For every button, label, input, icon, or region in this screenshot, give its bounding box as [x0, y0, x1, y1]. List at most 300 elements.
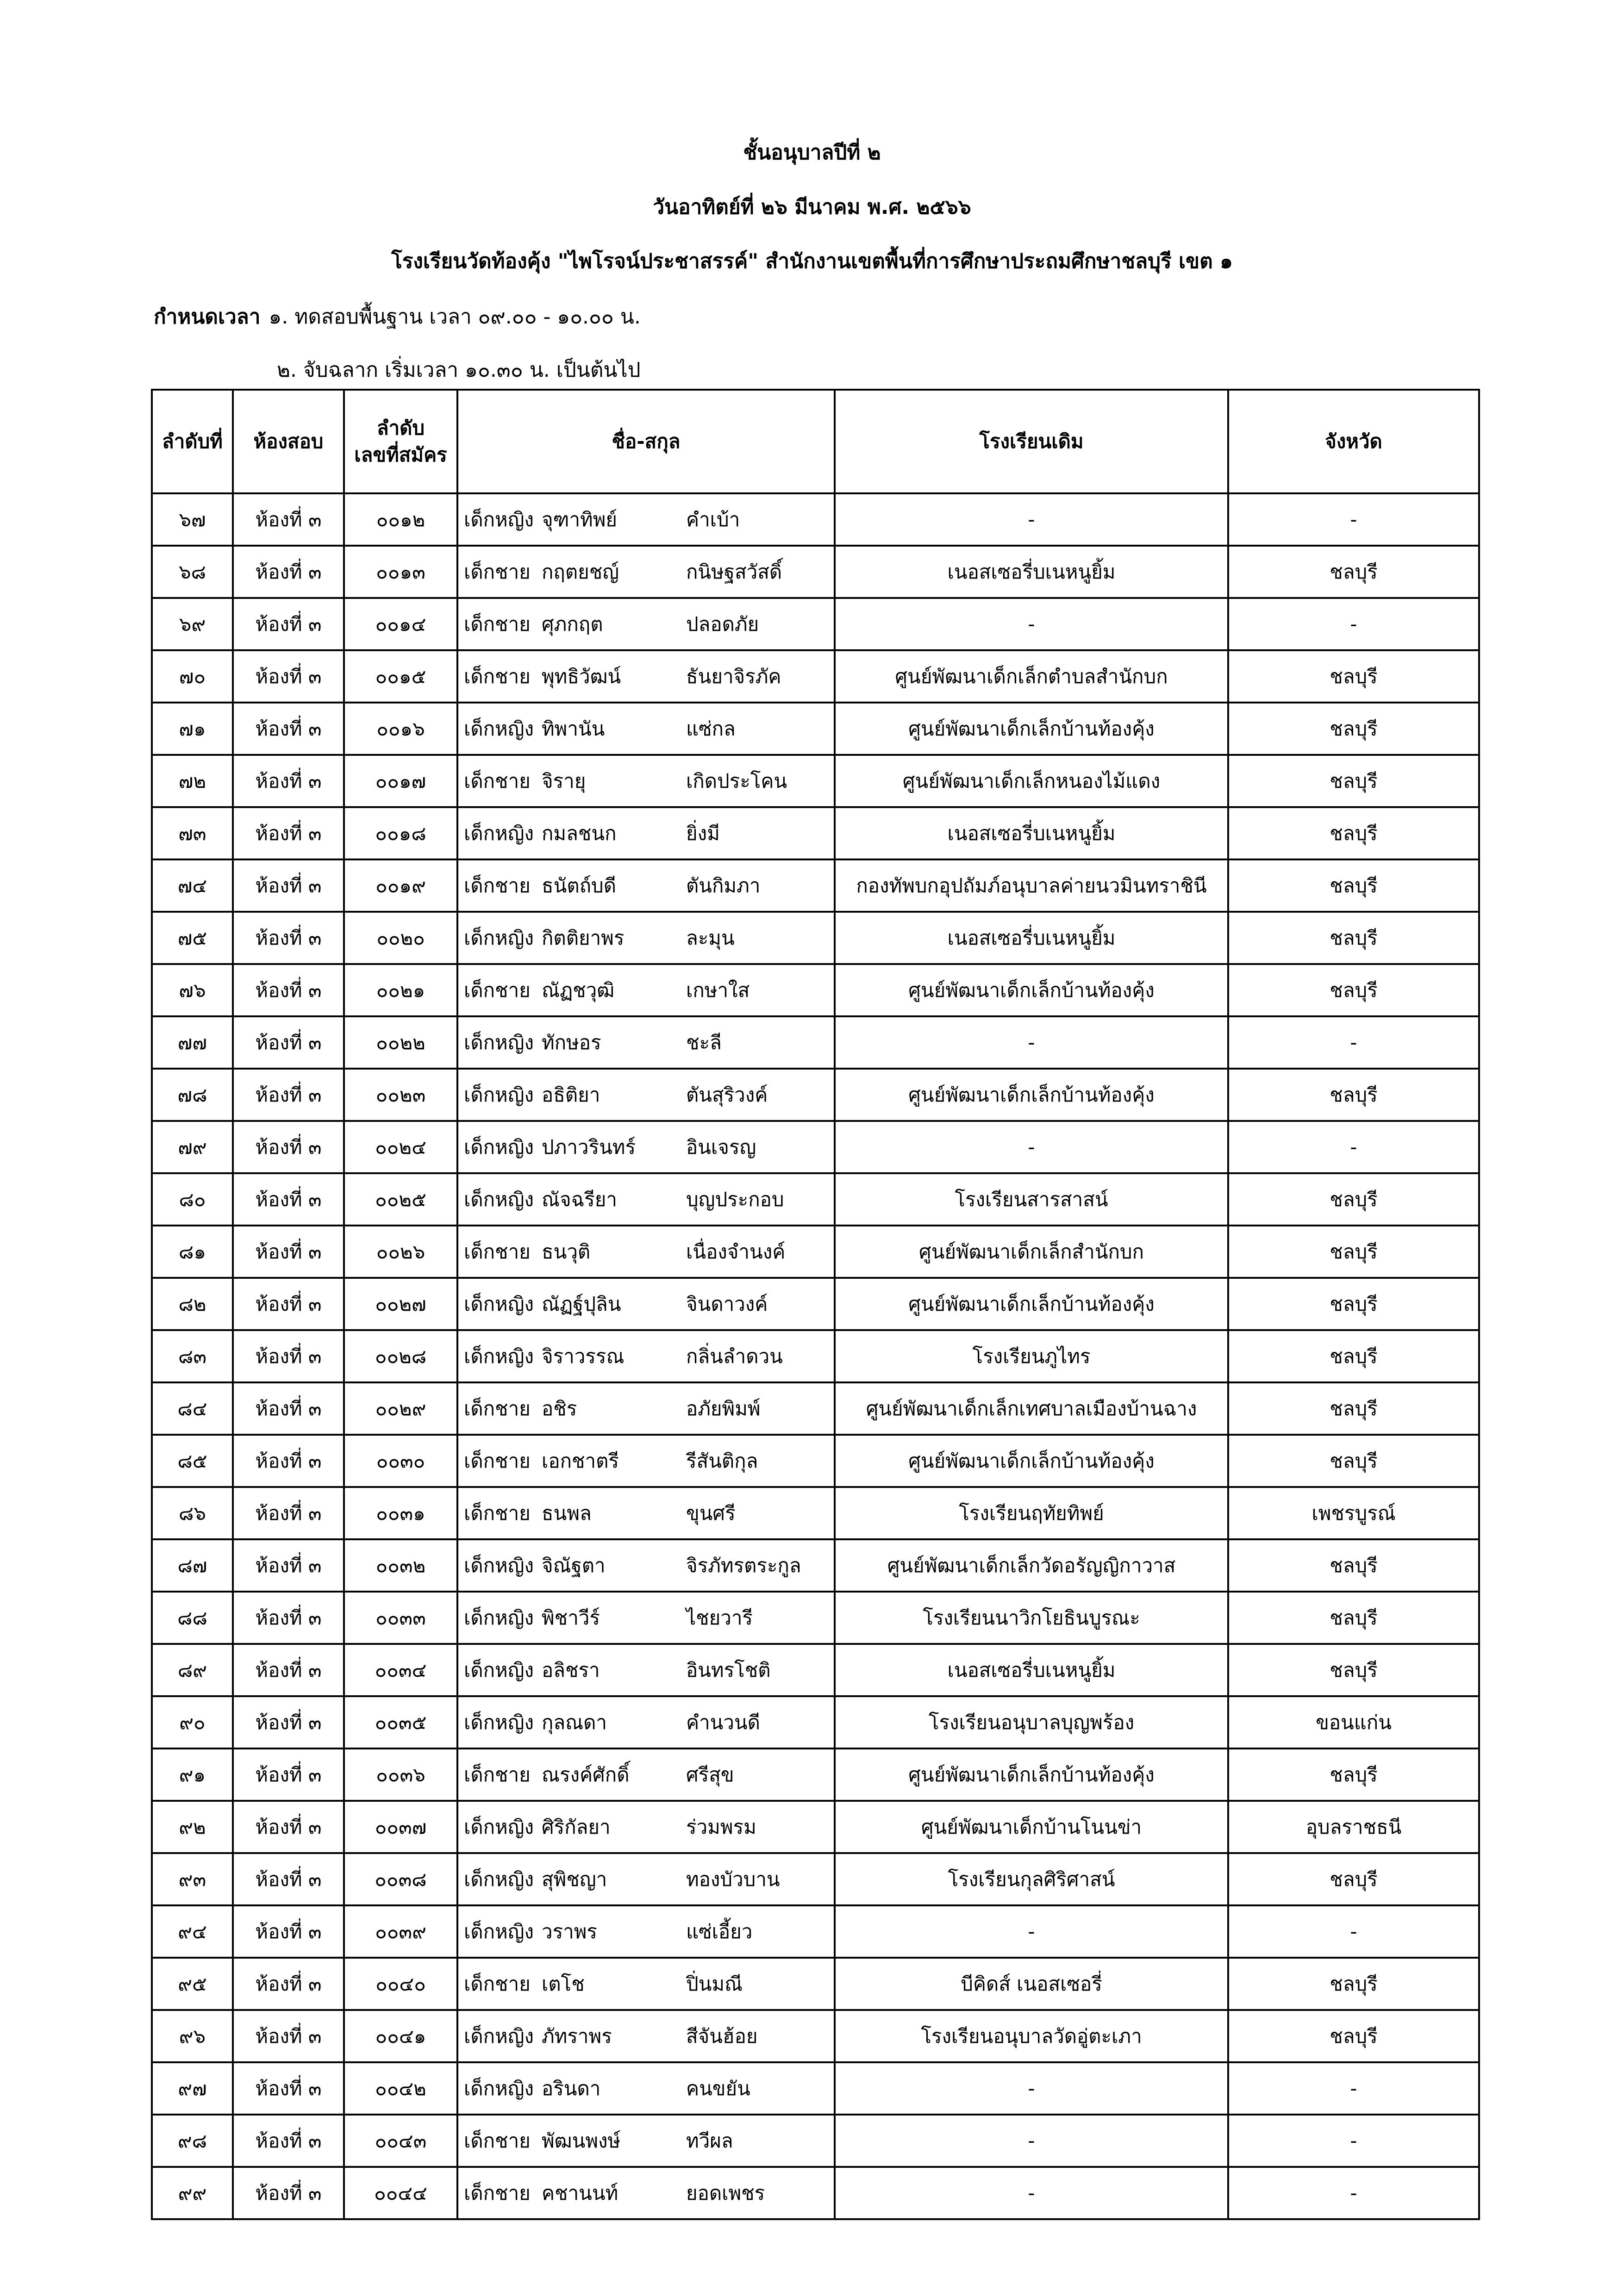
row-room: ห้องที่ ๓: [233, 1382, 344, 1435]
name-prefix: เด็กหญิง: [464, 1083, 534, 1106]
name-prefix: เด็กชาย: [464, 612, 531, 635]
row-application-no: ๐๐๑๕: [344, 650, 457, 703]
row-full-name: [457, 1592, 835, 1644]
row-previous-school: ศูนย์พัฒนาเด็กเล็กบ้านท้องคุ้ง: [835, 964, 1228, 1016]
row-province: ชลบุรี: [1228, 1592, 1479, 1644]
row-application-no: ๐๐๒๒: [344, 1016, 457, 1069]
row-full-name: [457, 1905, 835, 1958]
row-application-no: ๐๐๓๙: [344, 1905, 457, 1958]
first-name: ณัฏชวุฒิ: [542, 978, 615, 1002]
row-province: ชลบุรี: [1228, 546, 1479, 598]
row-number: ๙๒: [152, 1801, 233, 1853]
header-application-line2: เลขที่สมัคร: [354, 443, 447, 466]
row-application-no: ๐๐๓๓: [344, 1592, 457, 1644]
row-previous-school: -: [835, 2167, 1228, 2219]
row-province: ชลบุรี: [1228, 1748, 1479, 1801]
first-name: อชิร: [542, 1397, 577, 1420]
row-application-no: ๐๐๓๑: [344, 1487, 457, 1539]
row-room: ห้องที่ ๓: [233, 1487, 344, 1539]
table-row: [152, 1173, 1479, 1226]
last-name: อภัยพิมพ์: [686, 1397, 761, 1420]
name-prefix: เด็กชาย: [464, 665, 531, 688]
row-province: ชลบุรี: [1228, 964, 1479, 1016]
row-number: ๗๒: [152, 755, 233, 807]
name-prefix: เด็กชาย: [464, 1449, 531, 1472]
row-application-no: ๐๐๒๗: [344, 1278, 457, 1330]
row-province: ชลบุรี: [1228, 1958, 1479, 2010]
name-prefix: เด็กหญิง: [464, 1815, 534, 1838]
row-number: ๗๑: [152, 703, 233, 755]
table-row: [152, 1696, 1479, 1748]
table-row: [152, 964, 1479, 1016]
table-row: [152, 2062, 1479, 2115]
row-full-name: [457, 1173, 835, 1226]
last-name: สีจันฮ้อย: [686, 2024, 758, 2047]
last-name: เกิดประโคน: [686, 769, 787, 792]
row-full-name: [457, 598, 835, 650]
row-room: ห้องที่ ๓: [233, 650, 344, 703]
table-row: [152, 2010, 1479, 2062]
row-room: ห้องที่ ๓: [233, 493, 344, 546]
row-number: ๗๘: [152, 1069, 233, 1121]
row-previous-school: โรงเรียนอนุบาลวัดอู่ตะเภา: [835, 2010, 1228, 2062]
school-title: โรงเรียนวัดท้องคุ้ง "ไพโรจน์ประชาสรรค์" สำนักงานเขตพื้นที่การศึกษาประถมศึกษาชลบุรี เขต ๑: [391, 249, 1233, 273]
row-number: ๙๙: [152, 2167, 233, 2219]
row-previous-school: -: [835, 1905, 1228, 1958]
row-province: ชลบุรี: [1228, 650, 1479, 703]
row-province: ชลบุรี: [1228, 1173, 1479, 1226]
row-province: -: [1228, 2062, 1479, 2115]
first-name: กิตติยาพร: [542, 926, 625, 949]
row-previous-school: -: [835, 1121, 1228, 1173]
row-previous-school: เนอสเซอรี่บเนหนูยิ้ม: [835, 546, 1228, 598]
table-row: [152, 1121, 1479, 1173]
row-previous-school: โรงเรียนกุลศิริศาสน์: [835, 1853, 1228, 1905]
last-name: อินเจรญ: [686, 1135, 756, 1158]
row-room: ห้องที่ ๓: [233, 546, 344, 598]
name-prefix: เด็กหญิง: [464, 1711, 534, 1734]
row-full-name: [457, 912, 835, 964]
row-previous-school: กองทัพบกอุปถัมภ์อนุบาลค่ายนวมินทราชินี: [835, 859, 1228, 912]
row-application-no: ๐๐๔๓: [344, 2115, 457, 2167]
row-previous-school: ศูนย์พัฒนาเด็กบ้านโนนข่า: [835, 1801, 1228, 1853]
name-prefix: เด็กชาย: [464, 769, 531, 792]
row-application-no: ๐๐๒๖: [344, 1226, 457, 1278]
row-application-no: ๐๐๒๓: [344, 1069, 457, 1121]
last-name: ชะลี: [686, 1031, 722, 1054]
table-row: [152, 1539, 1479, 1592]
row-full-name: [457, 807, 835, 859]
row-number: ๙๘: [152, 2115, 233, 2167]
name-prefix: เด็กหญิง: [464, 1188, 534, 1211]
last-name: เกษาใส: [686, 978, 750, 1002]
last-name: ศรีสุข: [686, 1763, 734, 1786]
table-header-row: [152, 390, 1479, 493]
row-province: ชลบุรี: [1228, 755, 1479, 807]
row-application-no: ๐๐๔๒: [344, 2062, 457, 2115]
table-row: [152, 598, 1479, 650]
row-application-no: ๐๐๔๐: [344, 1958, 457, 2010]
row-full-name: [457, 1853, 835, 1905]
row-previous-school: บีคิดส์ เนอสเซอรี่: [835, 1958, 1228, 2010]
row-application-no: ๐๐๓๗: [344, 1801, 457, 1853]
row-room: ห้องที่ ๓: [233, 1069, 344, 1121]
row-previous-school: ศูนย์พัฒนาเด็กเล็กบ้านท้องคุ้ง: [835, 703, 1228, 755]
row-number: ๘๐: [152, 1173, 233, 1226]
row-province: ชลบุรี: [1228, 703, 1479, 755]
row-previous-school: -: [835, 598, 1228, 650]
row-full-name: [457, 546, 835, 598]
name-prefix: เด็กหญิง: [464, 1554, 534, 1577]
last-name: กนิษฐสวัสดิ์: [686, 560, 782, 583]
row-full-name: [457, 493, 835, 546]
first-name: พิชาวีร์: [542, 1606, 600, 1629]
table-row: [152, 1278, 1479, 1330]
name-prefix: เด็กหญิง: [464, 821, 534, 845]
row-number: ๘๘: [152, 1592, 233, 1644]
row-number: ๖๗: [152, 493, 233, 546]
name-prefix: เด็กหญิง: [464, 1292, 534, 1315]
first-name: คชานนท์: [542, 2181, 618, 2204]
first-name: ธนวุติ: [542, 1240, 591, 1263]
row-application-no: ๐๐๑๓: [344, 546, 457, 598]
row-room: ห้องที่ ๓: [233, 1435, 344, 1487]
row-number: ๘๔: [152, 1382, 233, 1435]
row-application-no: ๐๐๒๐: [344, 912, 457, 964]
last-name: ยิ่งมี: [686, 821, 720, 845]
row-room: ห้องที่ ๓: [233, 598, 344, 650]
last-name: แซ่กล: [686, 717, 736, 740]
row-application-no: ๐๐๒๙: [344, 1382, 457, 1435]
name-prefix: เด็กหญิง: [464, 1920, 534, 1943]
row-room: ห้องที่ ๓: [233, 807, 344, 859]
first-name: จิราวรรณ: [542, 1344, 625, 1368]
row-province: ชลบุรี: [1228, 1435, 1479, 1487]
row-room: ห้องที่ ๓: [233, 1539, 344, 1592]
first-name: พุทธิวัฒน์: [542, 665, 621, 688]
name-prefix: เด็กหญิง: [464, 1031, 534, 1054]
row-room: ห้องที่ ๓: [233, 859, 344, 912]
row-full-name: [457, 1278, 835, 1330]
row-previous-school: เนอสเซอรี่บเนหนูยิ้ม: [835, 1644, 1228, 1696]
name-prefix: เด็กหญิง: [464, 2024, 534, 2047]
row-previous-school: ศูนย์พัฒนาเด็กเล็กบ้านท้องคุ้ง: [835, 1748, 1228, 1801]
row-previous-school: -: [835, 2062, 1228, 2115]
row-application-no: ๐๐๑๘: [344, 807, 457, 859]
last-name: ยอดเพชร: [686, 2181, 765, 2204]
first-name: ธนัตถ์บดี: [542, 874, 616, 897]
row-province: เพชรบูรณ์: [1228, 1487, 1479, 1539]
table-row: [152, 1801, 1479, 1853]
table-row: [152, 493, 1479, 546]
name-prefix: เด็กชาย: [464, 978, 531, 1002]
row-number: ๘๗: [152, 1539, 233, 1592]
row-province: อุบลราชธนี: [1228, 1801, 1479, 1853]
first-name: พัฒนพงษ์: [542, 2129, 621, 2152]
name-prefix: เด็กหญิง: [464, 2077, 534, 2100]
header-room: ห้องสอบ: [233, 390, 344, 493]
row-previous-school: ศูนย์พัฒนาเด็กเล็กบ้านท้องคุ้ง: [835, 1435, 1228, 1487]
last-name: แซ่เอี้ยว: [686, 1920, 753, 1943]
last-name: คำนวนดี: [686, 1711, 760, 1734]
last-name: ทวีผล: [686, 2129, 733, 2152]
row-application-no: ๐๐๓๐: [344, 1435, 457, 1487]
row-number: ๘๓: [152, 1330, 233, 1382]
header-application-line1: ลำดับ: [376, 417, 425, 439]
first-name: อธิติยา: [542, 1083, 600, 1106]
row-province: ชลบุรี: [1228, 1330, 1479, 1382]
row-room: ห้องที่ ๓: [233, 912, 344, 964]
table-row: [152, 2167, 1479, 2219]
last-name: ตันสุริวงค์: [686, 1083, 768, 1106]
name-prefix: เด็กชาย: [464, 560, 531, 583]
row-application-no: ๐๐๓๘: [344, 1853, 457, 1905]
header-province: จังหวัด: [1228, 390, 1479, 493]
name-prefix: เด็กหญิง: [464, 717, 534, 740]
row-full-name: [457, 755, 835, 807]
last-name: ปิ่นมณี: [686, 1972, 743, 1995]
schedule-label: กำหนดเวลา: [154, 305, 261, 329]
table-row: [152, 1435, 1479, 1487]
row-previous-school: ศูนย์พัฒนาเด็กเล็กสำนักบก: [835, 1226, 1228, 1278]
row-number: ๘๑: [152, 1226, 233, 1278]
first-name: ศิริกัลยา: [542, 1815, 611, 1838]
last-name: ทองบัวบาน: [686, 1867, 780, 1891]
row-room: ห้องที่ ๓: [233, 2062, 344, 2115]
first-name: อลิชรา: [542, 1658, 600, 1681]
row-full-name: [457, 1801, 835, 1853]
first-name: จิณัฐตา: [542, 1554, 606, 1577]
row-full-name: [457, 1330, 835, 1382]
row-previous-school: ศูนย์พัฒนาเด็กเล็กบ้านท้องคุ้ง: [835, 1278, 1228, 1330]
name-prefix: เด็กชาย: [464, 1763, 531, 1786]
table-row: [152, 546, 1479, 598]
row-application-no: ๐๐๑๗: [344, 755, 457, 807]
table-row: [152, 1069, 1479, 1121]
name-prefix: เด็กหญิง: [464, 508, 534, 531]
exam-date-title: วันอาทิตย์ที่ ๒๖ มีนาคม พ.ศ. ๒๕๖๖: [653, 195, 971, 219]
row-province: ชลบุรี: [1228, 1539, 1479, 1592]
first-name: ณรงค์ศักดิ์: [542, 1763, 630, 1786]
name-prefix: เด็กชาย: [464, 1972, 531, 1995]
row-province: ขอนแก่น: [1228, 1696, 1479, 1748]
row-room: ห้องที่ ๓: [233, 2115, 344, 2167]
row-number: ๗๕: [152, 912, 233, 964]
table-row: [152, 912, 1479, 964]
table-row: [152, 2115, 1479, 2167]
row-full-name: [457, 1958, 835, 2010]
row-application-no: ๐๐๔๑: [344, 2010, 457, 2062]
row-full-name: [457, 964, 835, 1016]
table-row: [152, 650, 1479, 703]
row-number: ๘๙: [152, 1644, 233, 1696]
row-full-name: [457, 1748, 835, 1801]
table-row: [152, 859, 1479, 912]
last-name: จินดาวงค์: [686, 1292, 768, 1315]
first-name: วราพร: [542, 1920, 597, 1943]
row-room: ห้องที่ ๓: [233, 1801, 344, 1853]
first-name: ปภาวรินทร์: [542, 1135, 636, 1158]
row-full-name: [457, 650, 835, 703]
first-name: กฤตยชญ์: [542, 560, 619, 583]
first-name: ศุภกฤต: [542, 612, 603, 635]
last-name: ละมุน: [686, 926, 735, 949]
table-row: [152, 1330, 1479, 1382]
name-prefix: เด็กชาย: [464, 1240, 531, 1263]
row-number: ๙๖: [152, 2010, 233, 2062]
row-full-name: [457, 1539, 835, 1592]
row-application-no: ๐๐๓๕: [344, 1696, 457, 1748]
row-full-name: [457, 1069, 835, 1121]
row-room: ห้องที่ ๓: [233, 2167, 344, 2219]
row-room: ห้องที่ ๓: [233, 1121, 344, 1173]
row-room: ห้องที่ ๓: [233, 1173, 344, 1226]
first-name: จิรายุ: [542, 769, 586, 792]
row-province: ชลบุรี: [1228, 1278, 1479, 1330]
table-row: [152, 755, 1479, 807]
name-prefix: เด็กหญิง: [464, 1867, 534, 1891]
first-name: กุลณดา: [542, 1711, 607, 1734]
row-application-no: ๐๐๒๔: [344, 1121, 457, 1173]
row-number: ๘๖: [152, 1487, 233, 1539]
row-previous-school: ศูนย์พัฒนาเด็กเล็กตำบลสำนักบก: [835, 650, 1228, 703]
last-name: ตันกิมภา: [686, 874, 761, 897]
row-number: ๗๔: [152, 859, 233, 912]
row-room: ห้องที่ ๓: [233, 1592, 344, 1644]
row-application-no: ๐๐๑๖: [344, 703, 457, 755]
name-prefix: เด็กชาย: [464, 1501, 531, 1524]
first-name: ทักษอร: [542, 1031, 601, 1054]
row-full-name: [457, 2115, 835, 2167]
row-room: ห้องที่ ๓: [233, 1644, 344, 1696]
last-name: ปลอดภัย: [686, 612, 759, 635]
table-row: [152, 1958, 1479, 2010]
row-previous-school: ศูนย์พัฒนาเด็กเล็กเทศบาลเมืองบ้านฉาง: [835, 1382, 1228, 1435]
row-previous-school: โรงเรียนนาวิกโยธินบูรณะ: [835, 1592, 1228, 1644]
row-full-name: [457, 2062, 835, 2115]
first-name: ณัจฉรียา: [542, 1188, 617, 1211]
row-province: -: [1228, 493, 1479, 546]
last-name: จิรภัทรตระกูล: [686, 1554, 801, 1577]
row-previous-school: โรงเรียนฤทัยทิพย์: [835, 1487, 1228, 1539]
first-name: เอกชาตรี: [542, 1449, 619, 1472]
first-name: กมลชนก: [542, 821, 617, 845]
row-application-no: ๐๐๑๒: [344, 493, 457, 546]
row-number: ๗๙: [152, 1121, 233, 1173]
last-name: เนื่องจำนงค์: [686, 1240, 786, 1263]
row-room: ห้องที่ ๓: [233, 1696, 344, 1748]
row-number: ๗๖: [152, 964, 233, 1016]
first-name: ธนพล: [542, 1501, 592, 1524]
row-province: ชลบุรี: [1228, 2010, 1479, 2062]
row-previous-school: โรงเรียนสารสาสน์: [835, 1173, 1228, 1226]
name-prefix: เด็กชาย: [464, 1397, 531, 1420]
table-row: [152, 1016, 1479, 1069]
row-full-name: [457, 1382, 835, 1435]
row-number: ๙๕: [152, 1958, 233, 2010]
table-row: [152, 1487, 1479, 1539]
row-province: ชลบุรี: [1228, 807, 1479, 859]
header-no: ลำดับที่: [152, 390, 233, 493]
row-province: -: [1228, 2167, 1479, 2219]
row-province: -: [1228, 1016, 1479, 1069]
row-room: ห้องที่ ๓: [233, 1958, 344, 2010]
row-previous-school: -: [835, 2115, 1228, 2167]
row-application-no: ๐๐๔๔: [344, 2167, 457, 2219]
table-row: [152, 1226, 1479, 1278]
row-number: ๙๓: [152, 1853, 233, 1905]
first-name: อรินดา: [542, 2077, 601, 2100]
row-number: ๖๘: [152, 546, 233, 598]
row-province: ชลบุรี: [1228, 1853, 1479, 1905]
table-row: [152, 1905, 1479, 1958]
row-number: ๙๑: [152, 1748, 233, 1801]
row-previous-school: โรงเรียนภูไทร: [835, 1330, 1228, 1382]
row-full-name: [457, 1696, 835, 1748]
row-full-name: [457, 1226, 835, 1278]
applicant-table: [151, 389, 1480, 2220]
row-full-name: [457, 1644, 835, 1696]
row-room: ห้องที่ ๓: [233, 1016, 344, 1069]
name-prefix: เด็กหญิง: [464, 926, 534, 949]
row-application-no: ๐๐๓๒: [344, 1539, 457, 1592]
row-application-no: ๐๐๒๘: [344, 1330, 457, 1382]
row-room: ห้องที่ ๓: [233, 1278, 344, 1330]
row-previous-school: -: [835, 493, 1228, 546]
last-name: ร่วมพรม: [686, 1815, 756, 1838]
name-prefix: เด็กชาย: [464, 2181, 531, 2204]
row-number: ๖๙: [152, 598, 233, 650]
row-province: -: [1228, 598, 1479, 650]
row-province: -: [1228, 2115, 1479, 2167]
first-name: ณัฏฐ์ปุลิน: [542, 1292, 621, 1315]
row-province: -: [1228, 1905, 1479, 1958]
table-row: [152, 1748, 1479, 1801]
row-room: ห้องที่ ๓: [233, 964, 344, 1016]
row-number: ๙๔: [152, 1905, 233, 1958]
schedule-item-2: ๒. จับฉลาก เริ่มเวลา ๑๐.๓๐ น. เป็นต้นไป: [277, 358, 641, 382]
last-name: รีสันติกุล: [686, 1449, 758, 1472]
table-row: [152, 1382, 1479, 1435]
row-full-name: [457, 1435, 835, 1487]
row-number: ๗๗: [152, 1016, 233, 1069]
row-room: ห้องที่ ๓: [233, 1330, 344, 1382]
row-previous-school: ศูนย์พัฒนาเด็กเล็กวัดอรัญญิกาวาส: [835, 1539, 1228, 1592]
last-name: ไชยวารี: [686, 1606, 753, 1629]
row-room: ห้องที่ ๓: [233, 703, 344, 755]
row-full-name: [457, 2167, 835, 2219]
row-province: ชลบุรี: [1228, 1069, 1479, 1121]
row-full-name: [457, 703, 835, 755]
row-province: ชลบุรี: [1228, 859, 1479, 912]
name-prefix: เด็กหญิง: [464, 1135, 534, 1158]
row-application-no: ๐๐๓๔: [344, 1644, 457, 1696]
header-name: ชื่อ-สกุล: [457, 390, 835, 493]
schedule-item-1: ๑. ทดสอบพื้นฐาน เวลา ๐๙.๐๐ - ๑๐.๐๐ น.: [269, 305, 641, 329]
row-province: -: [1228, 1121, 1479, 1173]
row-full-name: [457, 1487, 835, 1539]
row-room: ห้องที่ ๓: [233, 1748, 344, 1801]
first-name: สุพิชญา: [542, 1867, 607, 1891]
row-previous-school: โรงเรียนอนุบาลบุญพร้อง: [835, 1696, 1228, 1748]
row-full-name: [457, 2010, 835, 2062]
table-row: [152, 1853, 1479, 1905]
row-previous-school: เนอสเซอรี่บเนหนูยิ้ม: [835, 807, 1228, 859]
row-province: ชลบุรี: [1228, 912, 1479, 964]
last-name: บุญประกอบ: [686, 1188, 784, 1211]
name-prefix: เด็กหญิง: [464, 1344, 534, 1368]
row-number: ๙๐: [152, 1696, 233, 1748]
